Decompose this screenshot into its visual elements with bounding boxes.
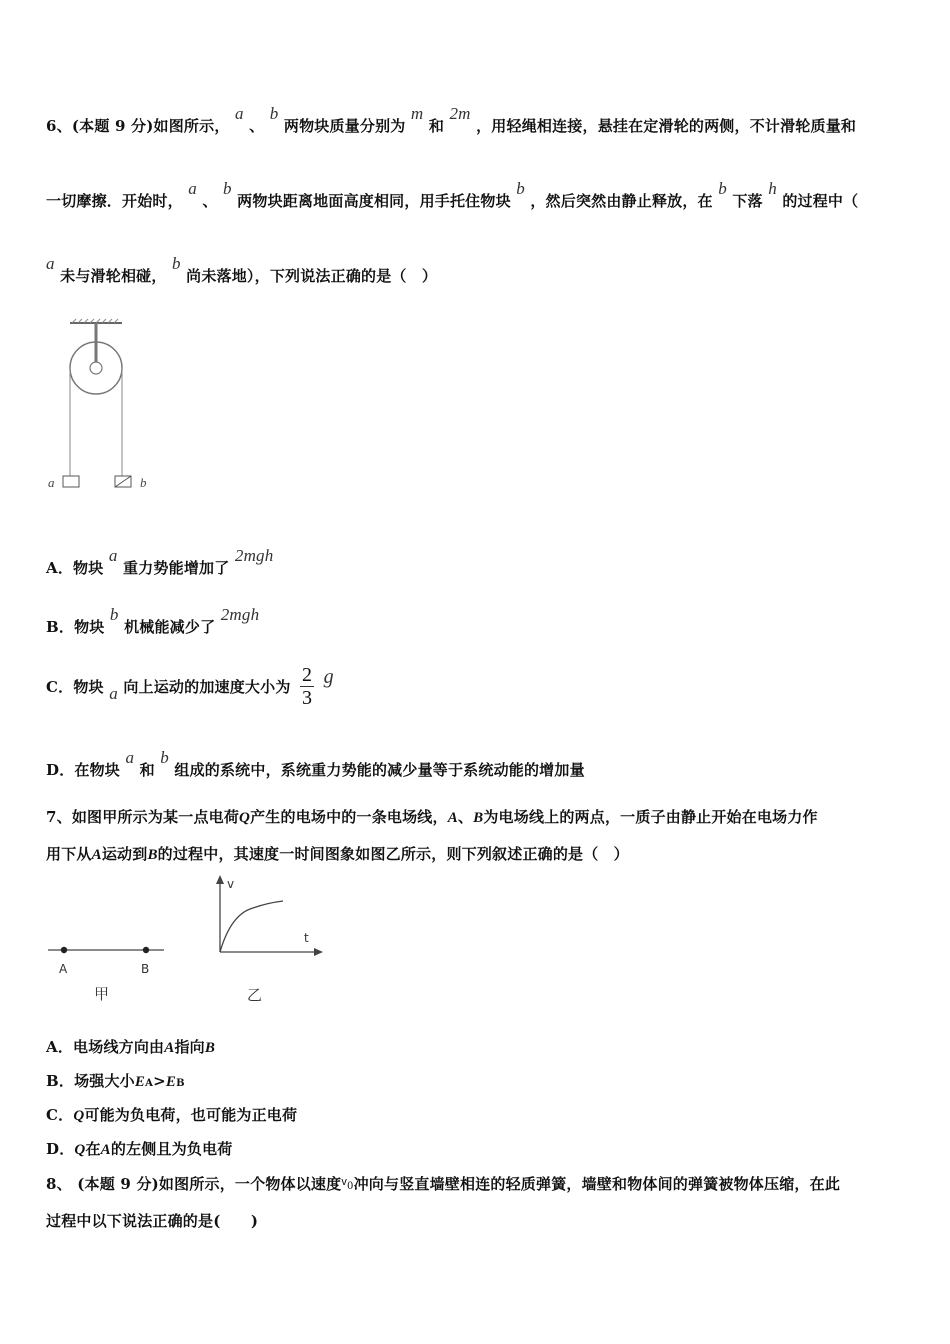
q7-option-a: A．电场线方向由A指向B: [46, 1038, 216, 1056]
fraction-two-thirds: $\frac{2}{3}$: [301, 664, 313, 709]
q6-option-b: B．物块 b 机械能减少了 2mgh: [46, 605, 260, 636]
mass-2m: 2m: [449, 104, 471, 123]
fig-label-a: a: [48, 475, 55, 490]
point-a-dot: [61, 947, 67, 953]
q6-option-a: A．物块 a 重力势能增加了 2mgh: [46, 546, 274, 577]
field-line-figure: [44, 935, 174, 1010]
q6-option-d: D．在物块 a 和 b 组成的系统中，系统重力势能的减少量等于系统动能的增加量: [46, 748, 585, 779]
q8-line-2: 过程中以下说法正确的是( ): [46, 1212, 259, 1230]
label-jia: 甲: [94, 985, 110, 1003]
mass-m: m: [410, 104, 424, 123]
velocity-curve: [220, 901, 283, 952]
q6-line-1: 6、(本题 9 分)如图所示， a 、 b 两物块质量分别为 m 和 2m ，用轻绳相连接，悬挂在定滑轮的两侧，不计滑轮质量和: [46, 104, 857, 135]
q6-option-c: C．物块 a 向上运动的加速度大小为 $\frac{2}{3}$ g: [46, 664, 334, 709]
q7-option-c: C．Q可能为负电荷，也可能为正电荷: [46, 1106, 298, 1124]
q6-line-2: 一切摩擦．开始时， a 、 b 两物块距离地面高度相同，用手托住物块 b ，然后突然由静止释放，在 b 下落 h 的过程中（: [46, 179, 859, 210]
q6-line-3: a 未与滑轮相碰， b 尚未落地），下列说法正确的是（ ）: [46, 254, 438, 285]
q7-line-1: 7、如图甲所示为某一点电荷Q产生的电场中的一条电场线，A、B为电场线上的两点，一质子由静止开始在电场力作: [46, 808, 818, 826]
var-a: a: [234, 104, 244, 123]
velocity-time-graph: [205, 872, 335, 1007]
var-h: h: [768, 179, 777, 198]
var-b: b: [269, 104, 279, 123]
q7-option-d: D．Q在A的左侧且为负电荷: [46, 1140, 233, 1158]
pulley-figure: [44, 318, 164, 498]
svg-text:t: t: [304, 931, 309, 945]
point-b-dot: [143, 947, 149, 953]
label-yi: 乙: [247, 986, 263, 1004]
svg-text:A: A: [59, 962, 68, 976]
svg-text:v: v: [227, 877, 235, 891]
svg-text:B: B: [141, 962, 150, 976]
q7-line-2: 用下从A运动到B的过程中，其速度一时间图象如图乙所示，则下列叙述正确的是（ ）: [46, 845, 629, 863]
q7-option-b: B．场强大小EA>EB: [46, 1072, 185, 1090]
fig-label-b: b: [140, 475, 147, 490]
q8-line-1: 8、 (本题 9 分)如图所示，一个物体以速度$^v$0冲向与竖直墙壁相连的轻质弹簧，墙壁和物体间的弹簧被物体压缩，在此: [46, 1175, 841, 1193]
